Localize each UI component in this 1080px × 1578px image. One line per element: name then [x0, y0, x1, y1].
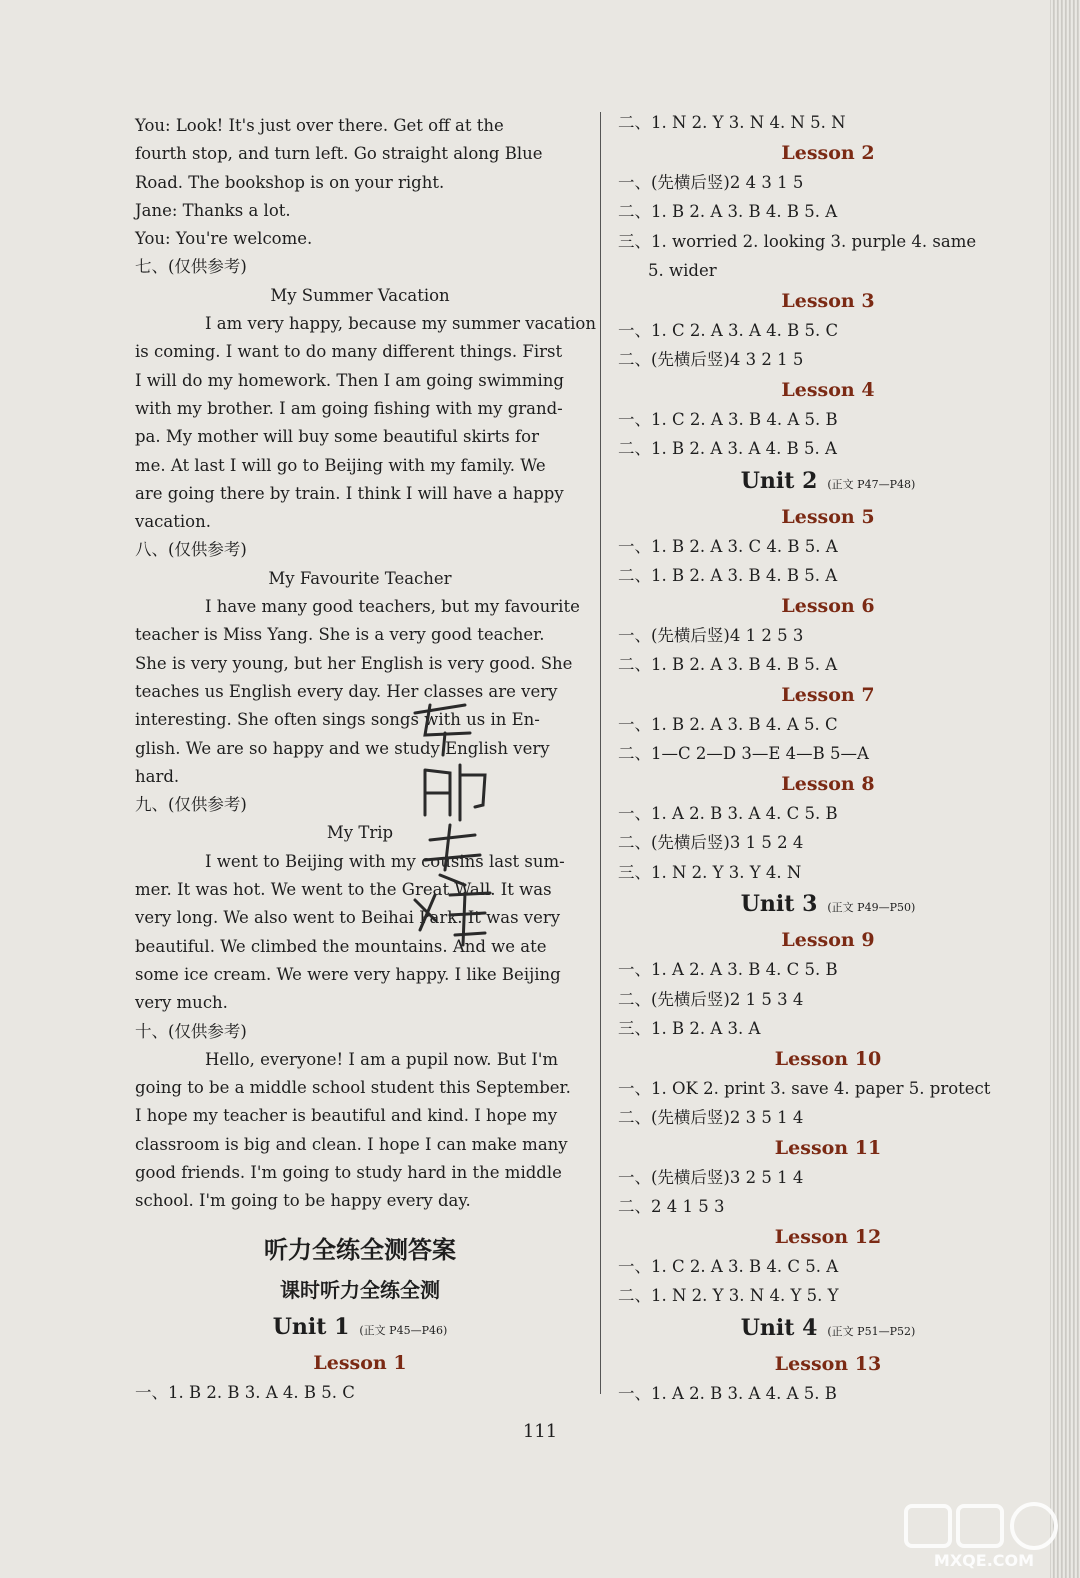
- unit-title: Unit 1: [272, 1313, 350, 1340]
- answer-line: 二、1—C 2—D 3—E 4—B 5—A: [618, 744, 869, 763]
- answer-line: 二、2 4 1 5 3: [618, 1197, 725, 1216]
- answer-line: 一、1. B 2. A 3. B 4. A 5. C: [618, 714, 838, 734]
- unit-page-ref: (正文 P45—P46): [359, 1323, 448, 1337]
- lesson-heading: Lesson 2: [781, 141, 875, 164]
- essay-line: school. I'm going to be happy every day.: [135, 1191, 471, 1211]
- lesson-heading: Lesson 3: [781, 289, 875, 312]
- essay-line: I hope my teacher is beautiful and kind. I hope my: [135, 1106, 558, 1126]
- answer-line: 5. wider: [648, 261, 717, 280]
- answer-line: 三、1. N 2. Y 3. Y 4. N: [618, 862, 802, 882]
- answer-line: 一、1. A 2. B 3. A 4. A 5. B: [618, 1383, 837, 1403]
- essay-title: My Favourite Teacher: [268, 568, 452, 588]
- answer-line: 二、1. B 2. A 3. B 4. B 5. A: [618, 655, 838, 674]
- essay-line: very much.: [135, 993, 228, 1013]
- page-number: 111: [522, 1421, 558, 1442]
- answer-line: 一、(先横后竖)4 1 2 5 3: [618, 625, 804, 645]
- dialogue-line: You: Look! It's just over there. Get off at the: [135, 116, 504, 135]
- essay-line: teacher is Miss Yang. She is a very good teacher.: [135, 625, 545, 645]
- lesson-heading: Lesson 7: [781, 683, 875, 706]
- essay-line: beautiful. We climbed the mountains. And we ate: [135, 936, 547, 956]
- essay-line: I went to Beijing with my cousins last sum-: [205, 851, 565, 871]
- essay-line: hard.: [135, 766, 180, 786]
- lesson-heading: Lesson 9: [781, 929, 875, 951]
- essay-line: She is very young, but her English is very good. She: [135, 653, 573, 673]
- unit-heading: [618, 464, 1038, 502]
- answer-line: 二、1. B 2. A 3. B 4. B 5. A: [618, 202, 838, 221]
- page-edge: [1050, 0, 1080, 1578]
- right-column: [618, 108, 1038, 1408]
- answer-line: 一、1. B 2. A 3. C 4. B 5. A: [618, 536, 838, 556]
- unit-heading: [618, 887, 1038, 925]
- essay-line: are going there by train. I think I will have a happy: [135, 483, 564, 503]
- essay-title: My Trip: [326, 823, 394, 843]
- essay-title: My Summer Vacation: [270, 285, 450, 305]
- lesson-heading: Lesson 12: [774, 1225, 882, 1248]
- dialogue-line: Road. The bookshop is on your right.: [135, 172, 445, 192]
- essay-line: I will do my homework. Then I am going swimming: [135, 370, 564, 390]
- essay-line: is coming. I want to do many different things. First: [135, 342, 563, 362]
- answer-line: 一、1. C 2. A 3. A 4. B 5. C: [618, 320, 839, 340]
- answer-line: 二、1. B 2. A 3. B 4. B 5. A: [618, 566, 838, 585]
- section-label: 十、(仅供参考): [135, 1021, 247, 1041]
- left-column: [135, 112, 596, 1407]
- answer-line: 一、1. OK 2. print 3. save 4. paper 5. protect: [618, 1078, 991, 1098]
- lesson-heading: Lesson 13: [774, 1352, 882, 1375]
- answer-line: 三、1. worried 2. looking 3. purple 4. same: [618, 231, 977, 251]
- dialogue-line: You: You're welcome.: [135, 229, 313, 249]
- answer-line: 三、1. B 2. A 3. A: [618, 1019, 761, 1038]
- unit-title: Unit 4: [740, 1314, 818, 1341]
- essay-line: glish. We are so happy and we study English very: [135, 738, 550, 758]
- essay-line: some ice cream. We were very happy. I like Beijing: [135, 964, 561, 984]
- essay-line: pa. My mother will buy some beautiful skirts for: [135, 427, 539, 447]
- lesson-heading: Lesson 11: [774, 1136, 882, 1159]
- essay-line: very long. We also went to Beihai Park. It was very: [135, 908, 561, 928]
- answer-line: 一、1. A 2. B 3. A 4. C 5. B: [618, 803, 838, 823]
- answer-line: 一、1. B 2. B 3. A 4. B 5. C: [135, 1382, 355, 1402]
- lesson-heading: Lesson 4: [781, 378, 875, 401]
- answer-line: 二、1. N 2. Y 3. N 4. Y 5. Y: [618, 1286, 839, 1305]
- section-label: 八、(仅供参考): [135, 540, 247, 560]
- lesson-heading: Lesson 6: [781, 594, 875, 617]
- essay-line: vacation.: [135, 512, 211, 532]
- unit-page-ref: (正文 P47—P48): [827, 477, 916, 491]
- unit-heading: [618, 1311, 1038, 1349]
- column-divider: [600, 112, 601, 1394]
- answer-line: 二、(先横后竖)4 3 2 1 5: [618, 350, 804, 369]
- essay-line: mer. It was hot. We went to the Great Wall. It was: [135, 880, 552, 900]
- answer-line: 二、(先横后竖)2 1 5 3 4: [618, 989, 804, 1009]
- dialogue-line: fourth stop, and turn left. Go straight along Blue: [135, 144, 543, 164]
- essay-line: Hello, everyone! I am a pupil now. But I'm: [205, 1049, 559, 1069]
- essay-line: classroom is big and clean. I hope I can make many: [135, 1134, 568, 1154]
- essay-line: going to be a middle school student this September.: [135, 1078, 571, 1098]
- essay-line: I am very happy, because my summer vacation: [205, 314, 596, 334]
- answers-heading: 听力全练全测答案: [264, 1235, 456, 1264]
- watermark-logo: [900, 1500, 1068, 1572]
- unit-page-ref: (正文 P51—P52): [827, 1324, 916, 1338]
- essay-line: with my brother. I am going fishing with my grand-: [135, 398, 563, 418]
- unit-page-ref: (正文 P49—P50): [827, 901, 916, 914]
- answer-line: 二、1. N 2. Y 3. N 4. N 5. N: [618, 113, 846, 132]
- handwritten-annotation: [395, 695, 505, 955]
- essay-line: teaches us English every day. Her classes are very: [135, 681, 558, 701]
- section-label: 七、(仅供参考): [135, 257, 247, 277]
- answer-line: 一、1. C 2. A 3. B 4. C 5. A: [618, 1256, 839, 1276]
- unit-title: Unit 3: [740, 891, 818, 917]
- answer-line: 一、1. A 2. A 3. B 4. C 5. B: [618, 960, 838, 979]
- answer-line: 一、(先横后竖)3 2 5 1 4: [618, 1167, 804, 1187]
- section-label: 九、(仅供参考): [135, 795, 247, 815]
- lesson-heading: Lesson 10: [774, 1047, 882, 1070]
- answer-line: 二、(先横后竖)2 3 5 1 4: [618, 1108, 804, 1127]
- unit-title: Unit 2: [740, 467, 818, 494]
- lesson-heading: Lesson 8: [781, 772, 875, 795]
- svg-text:MXQE.COM: MXQE.COM: [933, 1551, 1035, 1570]
- answer-line: 一、(先横后竖)2 4 3 1 5: [618, 172, 804, 192]
- answer-line: 二、1. B 2. A 3. A 4. B 5. A: [618, 439, 837, 458]
- essay-line: good friends. I'm going to study hard in the middle: [135, 1162, 562, 1182]
- answer-line: 二、(先横后竖)3 1 5 2 4: [618, 833, 804, 852]
- answers-subheading: 课时听力全练全测: [280, 1277, 440, 1302]
- answer-line: 一、1. C 2. A 3. B 4. A 5. B: [618, 409, 838, 429]
- essay-line: interesting. She often sings songs with us in En-: [135, 710, 540, 730]
- unit-heading: [135, 1310, 585, 1348]
- essay-line: me. At last I will go to Beijing with my family. We: [135, 455, 546, 475]
- dialogue-line: Jane: Thanks a lot.: [135, 200, 291, 220]
- essay-line: I have many good teachers, but my favourite: [205, 597, 580, 617]
- lesson-heading: Lesson 1: [313, 1351, 407, 1374]
- lesson-heading: Lesson 5: [781, 505, 875, 528]
